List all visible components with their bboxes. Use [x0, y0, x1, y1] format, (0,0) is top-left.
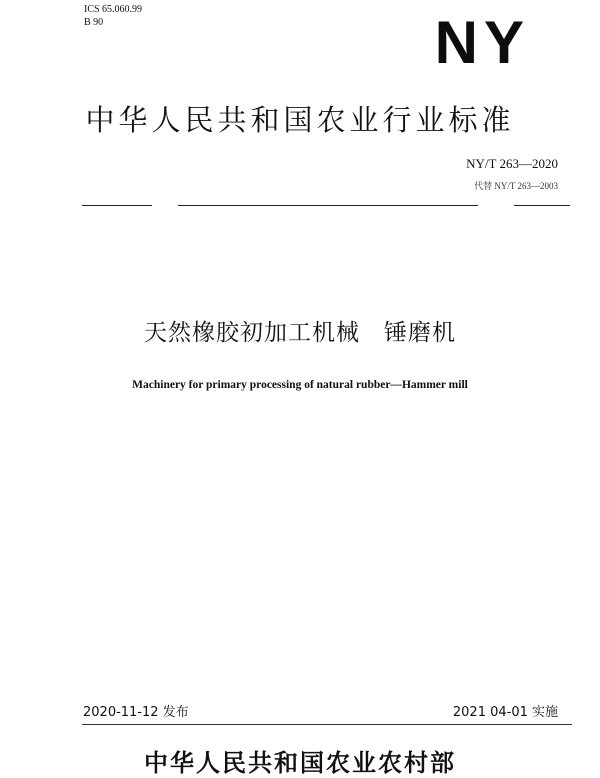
replaces-standard: 代替 NY/T 263—2003 [474, 181, 558, 191]
issuing-authority: 中华人民共和国农业农村部 [144, 749, 456, 777]
document-title-english: Machinery for primary processing of natural rubber—Hammer mill [132, 379, 468, 391]
ny-logo: NY [434, 9, 530, 76]
header-divider-right [514, 205, 570, 206]
header-divider-center [178, 205, 478, 206]
implementation-date: 2021 04-01 实施 [452, 705, 558, 720]
footer-divider [82, 724, 572, 725]
header-divider-left [82, 205, 152, 206]
issue-date: 2020-11-12 发布 [83, 705, 189, 720]
standard-number: NY/T 263—2020 [466, 156, 558, 171]
ics-code: ICS 65.060.99 [84, 4, 143, 15]
standard-category-heading: 中华人民共和国农业行业标准 [85, 103, 515, 137]
document-title-chinese: 天然橡胶初加工机械 锤磨机 [144, 320, 456, 346]
classification-code: B 90 [84, 17, 104, 28]
